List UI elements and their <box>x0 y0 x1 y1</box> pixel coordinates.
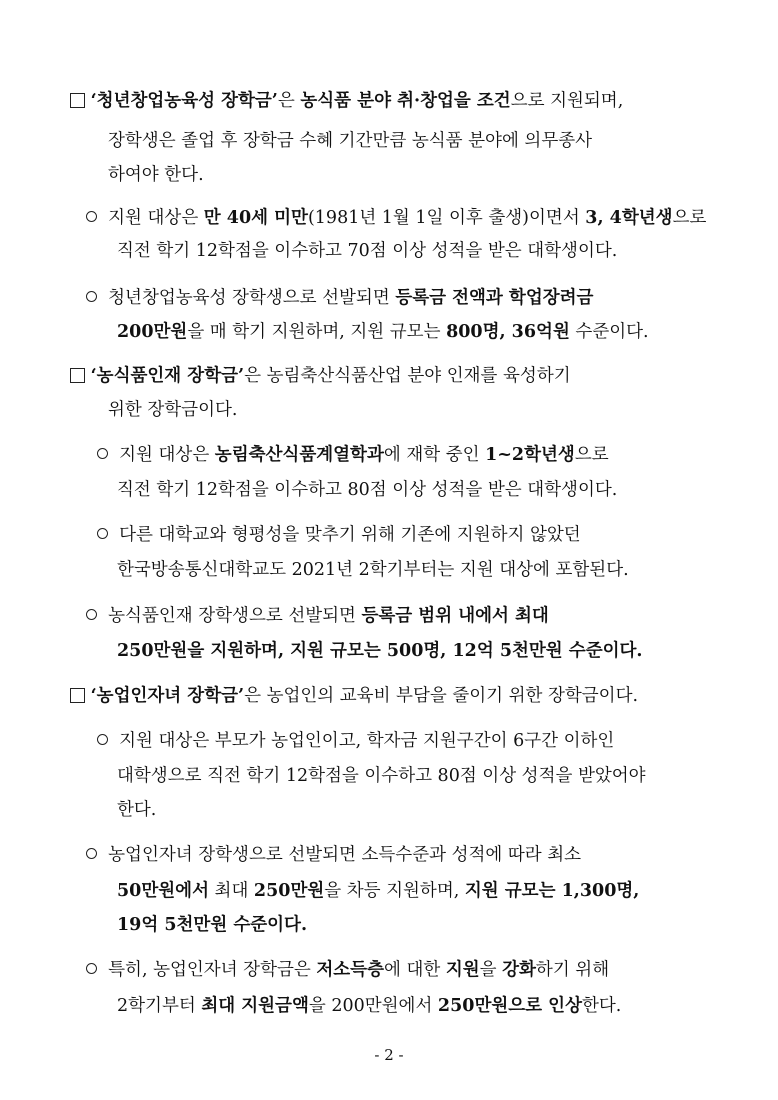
text-run: 농식품인재 장학생으로 선발되면 <box>108 606 362 626</box>
text-run: 지원 대상은 부모가 농업인이고, 학자금 지원구간이 6구간 이하인 <box>119 731 615 751</box>
text-run: 농업인자녀 장학생으로 선발되면 소득수준과 성적에 따라 최소 <box>108 845 582 865</box>
circle-bullet-icon <box>86 609 97 620</box>
text-run: 지원 대상은 <box>119 445 215 465</box>
circle-bullet-icon <box>97 448 108 459</box>
text-run: 으로 <box>574 445 609 465</box>
circle-bullet-icon <box>86 848 97 859</box>
bold-text-run: 50만원에서 <box>117 881 209 901</box>
item-text <box>108 208 706 228</box>
item-continuation <box>117 478 617 502</box>
bold-text-run: 1~2학년생 <box>485 445 575 465</box>
square-bullet-icon <box>70 688 85 703</box>
item-text <box>119 445 608 465</box>
item-text <box>119 731 614 751</box>
item-continuation <box>117 639 643 663</box>
heading-text <box>91 91 624 111</box>
text-run: 위한 장학금이다. <box>108 400 238 420</box>
bold-text-run: 800명, 36억원 <box>446 322 570 342</box>
square-bullet-icon <box>70 93 85 108</box>
text-run: 2학기부터 <box>117 996 202 1016</box>
text-run: 특히, 농업인자녀 장학금은 <box>108 960 317 980</box>
circle-bullet-icon <box>97 528 108 539</box>
text-run: 직전 학기 12학점을 이수하고 70점 이상 성적을 받은 대학생이다. <box>117 241 618 261</box>
text-run: 청년창업농육성 장학생으로 선발되면 <box>108 288 396 308</box>
bold-text-run: ‘농식품인재 장학금’ <box>90 366 245 386</box>
circle-bullet-icon <box>86 211 97 222</box>
text-run: 이면서 <box>529 208 586 228</box>
text-run: 한국방송통신대학교도 2021년 2학기부터는 지원 대상에 포함된다. <box>117 560 629 580</box>
text-run: 은 농업인의 교육비 부담을 줄이기 위한 장학금이다. <box>244 686 639 706</box>
bold-text-run: 3, 4학년생 <box>585 208 673 228</box>
item-continuation <box>117 798 156 822</box>
bold-text-run: 250만원 <box>253 881 325 901</box>
text-run: 대학생으로 직전 학기 12학점을 이수하고 80점 이상 성적을 받았어야 <box>117 766 646 786</box>
item-continuation <box>117 558 629 582</box>
item-text <box>108 960 609 980</box>
bold-text-run: 250만원으로 인상 <box>437 996 582 1016</box>
bold-text-run: 최대 지원금액 <box>201 996 309 1016</box>
text-run: 장학생은 졸업 후 장학금 수혜 기간만큼 농식품 분야에 의무종사 <box>108 131 593 151</box>
section-heading <box>70 364 571 388</box>
bold-text-run: 200만원 <box>117 322 188 342</box>
list-item <box>86 604 549 628</box>
heading-continuation <box>108 398 237 422</box>
text-run: 최대 <box>208 881 254 901</box>
section-heading <box>70 684 638 708</box>
heading-text <box>91 686 638 706</box>
text-run: 은 농림축산식품산업 분야 인재를 육성하기 <box>244 366 571 386</box>
text-run: 지원 대상은 <box>108 208 204 228</box>
text-run: 을 매 학기 지원하며, 지원 규모는 <box>187 322 447 342</box>
bold-text-run: 농림축산식품계열학과 <box>214 445 384 465</box>
bold-text-run: 19억 5천만원 수준이다. <box>117 915 308 935</box>
text-run: 으로 <box>672 208 707 228</box>
bold-text-run: 등록금 전액과 학업장려금 <box>395 288 594 308</box>
heading-text <box>91 366 571 386</box>
text-run: 수준이다. <box>569 322 649 342</box>
text-run: 직전 학기 12학점을 이수하고 80점 이상 성적을 받은 대학생이다. <box>117 480 618 500</box>
text-run: 에 대한 <box>383 960 446 980</box>
list-item <box>97 729 614 753</box>
item-continuation <box>117 764 646 788</box>
bold-text-run: ‘농업인자녀 장학금’ <box>90 686 245 706</box>
bold-text-run: 등록금 범위 내에서 최대 <box>361 606 549 626</box>
text-run: 하여야 한다. <box>108 165 204 185</box>
item-continuation <box>117 879 639 903</box>
text-run: 은 <box>277 91 301 111</box>
item-continuation <box>117 239 617 263</box>
section-heading <box>70 89 623 113</box>
list-item <box>86 958 609 982</box>
bold-text-run: 250만원을 지원하며, 지원 규모는 500명, 12억 5천만원 수준이다. <box>117 641 643 661</box>
circle-bullet-icon <box>86 291 97 302</box>
item-continuation <box>117 994 621 1018</box>
text-run: 한다. <box>117 800 157 820</box>
text-run: 다른 대학교와 형평성을 맞추기 위해 기존에 지원하지 않았던 <box>119 525 581 545</box>
circle-bullet-icon <box>97 734 108 745</box>
list-item <box>86 286 593 310</box>
text-run: 에 재학 중인 <box>383 445 486 465</box>
item-text <box>119 525 581 545</box>
item-continuation <box>117 913 307 937</box>
bold-text-run: ‘청년창업농육성 장학금’ <box>90 91 278 111</box>
list-item <box>86 206 706 230</box>
bold-text-run: 만 40세 미만 <box>203 208 308 228</box>
page-number: - 2 - <box>374 1046 404 1064</box>
bold-text-run: 농식품 분야 취·창업을 조건 <box>300 91 511 111</box>
text-run: (1981년 1월 1일 이후 출생) <box>307 208 530 228</box>
text-run: 으로 지원되며, <box>510 91 624 111</box>
list-item <box>97 523 581 547</box>
text-run: 한다. <box>581 996 622 1016</box>
list-item <box>97 443 609 467</box>
text-run: 을 <box>479 960 503 980</box>
circle-bullet-icon <box>86 963 97 974</box>
text-run: 을 200만원에서 <box>308 996 438 1016</box>
heading-continuation <box>108 129 592 153</box>
bold-text-run: 지원 <box>445 960 480 980</box>
item-text <box>108 288 593 308</box>
square-bullet-icon <box>70 368 85 383</box>
bold-text-run: 강화 <box>502 960 536 980</box>
heading-continuation <box>108 163 204 187</box>
bold-text-run: 저소득층 <box>316 960 384 980</box>
text-run: 하기 위해 <box>535 960 610 980</box>
item-continuation <box>117 320 649 344</box>
bold-text-run: 지원 규모는 1,300명, <box>464 881 640 901</box>
text-run: 을 차등 지원하며, <box>324 881 465 901</box>
item-text <box>108 845 581 865</box>
list-item <box>86 843 581 867</box>
item-text <box>108 606 549 626</box>
